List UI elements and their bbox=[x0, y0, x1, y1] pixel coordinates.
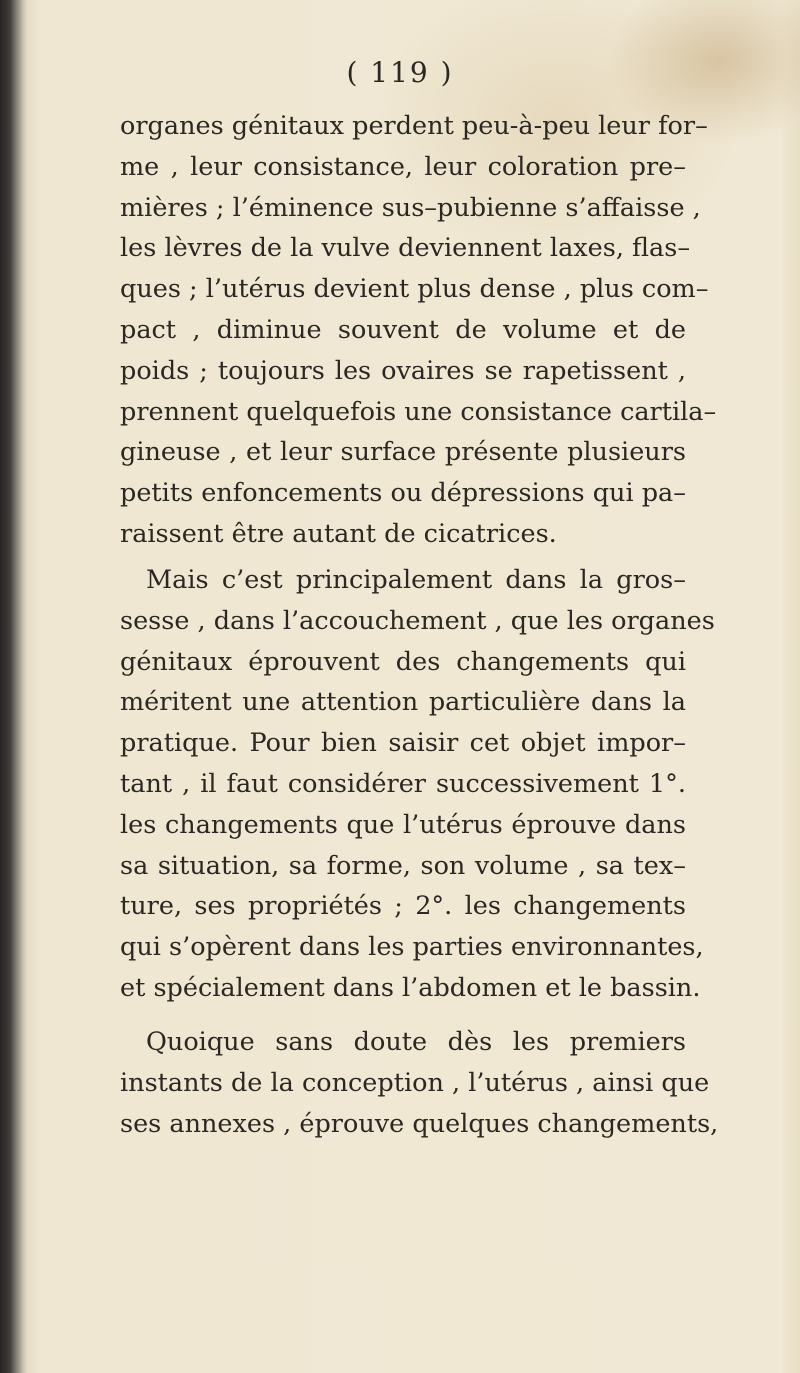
text-line: pact , diminue souvent de volume et de bbox=[120, 314, 686, 345]
text-line: pratique. Pour bien saisir cet objet impor– bbox=[120, 728, 686, 759]
text-line: tant , il faut considérer successivement 1°. bbox=[120, 768, 686, 799]
text-line: les changements que l’utérus éprouve dans bbox=[120, 809, 686, 840]
text-line: poids ; toujours les ovaires se rapetissent , bbox=[120, 355, 686, 386]
spine-shadow bbox=[0, 0, 28, 1373]
text-line: Mais c’est principalement dans la gros– bbox=[146, 565, 686, 595]
text-line: petits enfoncements ou dépressions qui pa– bbox=[120, 478, 686, 509]
text-line: gineuse , et leur surface présente plusieurs bbox=[120, 437, 686, 468]
text-line: me , leur consistance, leur coloration pre– bbox=[120, 151, 686, 182]
paragraph-3 bbox=[120, 1022, 719, 1144]
text-line: mières ; l’éminence sus–pubienne s’affaisse , bbox=[120, 192, 701, 223]
text-line: prennent quelquefois une consistance cartila– bbox=[120, 396, 717, 427]
text-line: qui s’opèrent dans les parties environnantes, bbox=[120, 932, 704, 963]
text-line: Quoique sans doute dès les premiers bbox=[146, 1027, 686, 1057]
text-line: sesse , dans l’accouchement , que les organes bbox=[120, 605, 715, 636]
text-line: ques ; l’utérus devient plus dense , plus com– bbox=[120, 274, 709, 305]
page-number: ( 119 ) bbox=[346, 56, 454, 89]
text-line: instants de la conception , l’utérus , ainsi que bbox=[120, 1067, 710, 1098]
text-line: génitaux éprouvent des changements qui bbox=[120, 646, 686, 677]
paragraph-1 bbox=[120, 106, 717, 555]
text-line: les lèvres de la vulve deviennent laxes, flas– bbox=[120, 233, 691, 264]
text-line: ture, ses propriétés ; 2°. les changements bbox=[120, 891, 686, 922]
text-line: ses annexes , éprouve quelques changements, bbox=[120, 1108, 719, 1139]
text-line: méritent une attention particulière dans la bbox=[120, 687, 686, 718]
text-line: sa situation, sa forme, son volume , sa tex– bbox=[120, 850, 686, 881]
text-line: organes génitaux perdent peu-à-peu leur for– bbox=[120, 111, 708, 141]
paragraph-2 bbox=[120, 560, 715, 1009]
text-line: raissent être autant de cicatrices. bbox=[120, 518, 557, 549]
text-line: et spécialement dans l’abdomen et le bassin. bbox=[120, 972, 701, 1003]
